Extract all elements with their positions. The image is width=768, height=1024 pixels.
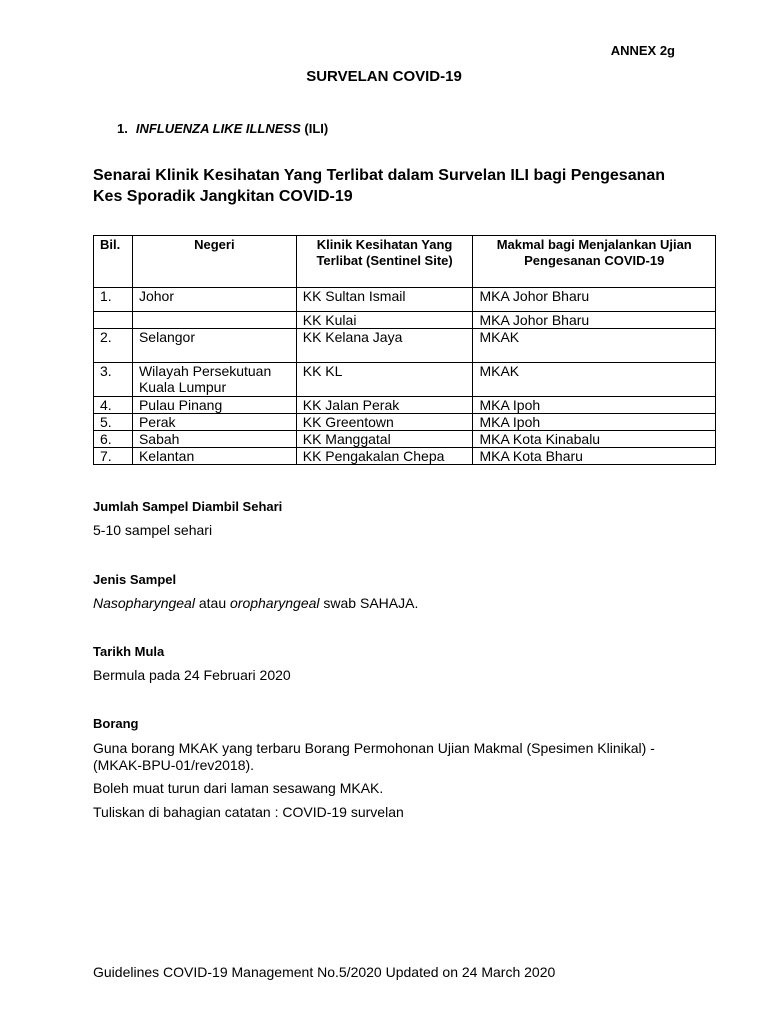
cell-klinik: KK Manggatal	[296, 431, 473, 448]
cell-makmal: MKA Johor Bharu	[473, 288, 716, 312]
table-row	[94, 363, 716, 397]
jumlah-label: Jumlah Sampel Diambil Sehari	[93, 499, 283, 514]
page-footer: Guidelines COVID-19 Management No.5/2020 Updated on 24 March 2020	[93, 964, 556, 980]
table-row	[94, 329, 716, 363]
table-row	[94, 288, 716, 312]
jenis-italic-1: Nasopharyngeal	[93, 595, 195, 611]
table-row	[94, 312, 716, 329]
cell-klinik: KK Kulai	[296, 312, 473, 329]
column-header-negeri: Negeri	[132, 236, 296, 288]
borang-label: Borang	[93, 716, 139, 731]
jenis-mid: atau	[194, 595, 230, 611]
cell-klinik: KK Kelana Jaya	[296, 329, 473, 363]
cell-klinik: KK Pengakalan Chepa	[296, 448, 473, 465]
table-row	[94, 448, 716, 465]
jenis-end: swab SAHAJA.	[319, 595, 419, 611]
cell-klinik: KK Sultan Ismail	[296, 288, 473, 312]
cell-negeri: Selangor	[132, 329, 296, 363]
jenis-label: Jenis Sampel	[93, 572, 177, 587]
column-header-bil: Bil.	[94, 236, 133, 288]
section-title: INFLUENZA LIKE ILLNESS	[135, 121, 301, 136]
section-heading	[117, 121, 328, 136]
cell-bil: 2.	[94, 329, 133, 363]
jumlah-text: 5-10 sampel sehari	[93, 522, 213, 538]
section-abbreviation: (ILI)	[304, 121, 329, 136]
cell-makmal: MKA Kota Kinabalu	[473, 431, 716, 448]
cell-bil: 7.	[94, 448, 133, 465]
cell-makmal: MKA Johor Bharu	[473, 312, 716, 329]
cell-bil	[94, 312, 133, 329]
column-header-makmal: Makmal bagi Menjalankan Ujian Pengesanan COVID-19	[473, 236, 716, 288]
cell-makmal: MKA Kota Bharu	[473, 448, 716, 465]
cell-bil: 5.	[94, 414, 133, 431]
clinic-table	[93, 235, 716, 465]
tarikh-label: Tarikh Mula	[93, 644, 165, 659]
table-row	[94, 431, 716, 448]
document-title: SURVELAN COVID-19	[306, 68, 462, 85]
cell-negeri: Perak	[132, 414, 296, 431]
cell-makmal: MKA Ipoh	[473, 397, 716, 414]
borang-line-3: Tuliskan di bahagian catatan : COVID-19 survelan	[93, 804, 404, 820]
cell-klinik: KK KL	[296, 363, 473, 397]
cell-negeri	[132, 312, 296, 329]
cell-bil: 3.	[94, 363, 133, 397]
cell-negeri: Pulau Pinang	[132, 397, 296, 414]
section-number: 1.	[117, 121, 128, 136]
cell-klinik: KK Jalan Perak	[296, 397, 473, 414]
table-row	[94, 397, 716, 414]
cell-negeri: Wilayah Persekutuan Kuala Lumpur	[132, 363, 296, 397]
cell-negeri: Kelantan	[132, 448, 296, 465]
cell-makmal: MKAK	[473, 329, 716, 363]
cell-bil: 1.	[94, 288, 133, 312]
cell-klinik: KK Greentown	[296, 414, 473, 431]
borang-line-1: Guna borang MKAK yang terbaru Borang Permohonan Ujian Makmal (Spesimen Klinikal) -(MKAK-BPU-01/rev2018).	[93, 740, 655, 773]
cell-negeri: Sabah	[132, 431, 296, 448]
cell-makmal: MKAK	[473, 363, 716, 397]
column-header-klinik: Klinik Kesihatan Yang Terlibat (Sentinel Site)	[296, 236, 473, 288]
table-row	[94, 414, 716, 431]
list-heading: Senarai Klinik Kesihatan Yang Terlibat dalam Survelan ILI bagi Pengesanan Kes Sporadik Jangkitan COVID-19	[93, 167, 666, 205]
cell-bil: 4.	[94, 397, 133, 414]
cell-negeri: Johor	[132, 288, 296, 312]
borang-line-2: Boleh muat turun dari laman sesawang MKAK.	[93, 780, 384, 796]
annex-label: ANNEX 2g	[610, 43, 675, 58]
jenis-italic-2: oropharyngeal	[230, 595, 320, 611]
table-header-row	[94, 236, 716, 288]
cell-bil: 6.	[94, 431, 133, 448]
jenis-text	[93, 595, 693, 612]
cell-makmal: MKA Ipoh	[473, 414, 716, 431]
tarikh-text: Bermula pada 24 Februari 2020	[93, 667, 291, 683]
